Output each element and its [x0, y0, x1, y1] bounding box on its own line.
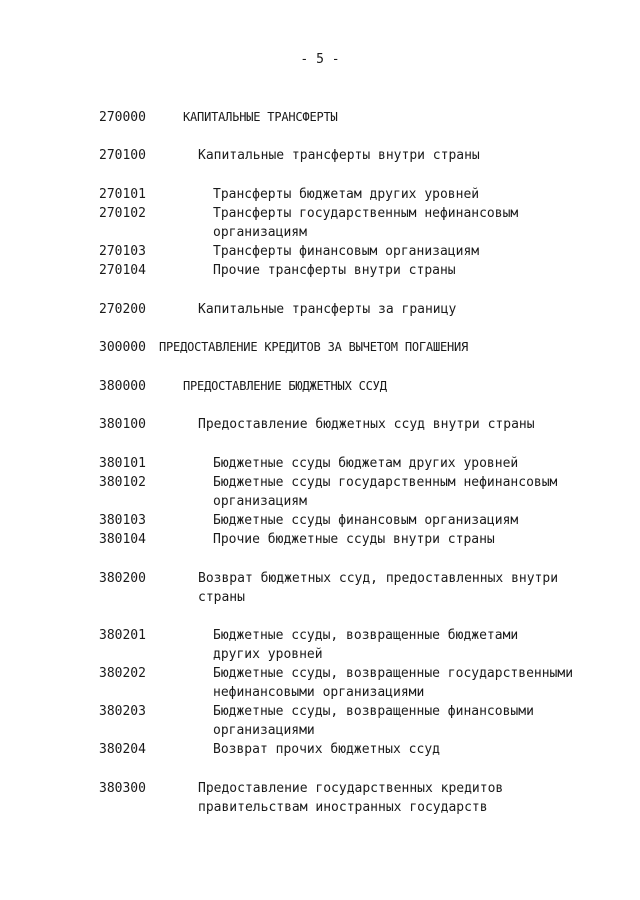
entry-code: 380104	[99, 532, 146, 547]
entry-code: 270000	[99, 110, 146, 125]
entry-code: 380100	[99, 417, 146, 432]
entry-code: 270100	[99, 148, 146, 163]
entry-title: Бюджетные ссуды финансовым организациям	[213, 513, 519, 528]
entry-title: Прочие бюджетные ссуды внутри страны	[213, 532, 495, 547]
entry-title: Трансферты бюджетам других уровней	[213, 187, 480, 202]
entry-title: КАПИТАЛЬНЫЕ ТРАНСФЕРТЫ	[183, 110, 338, 124]
entry-title: Капитальные трансферты внутри страны	[198, 148, 480, 163]
entry-title: Трансферты финансовым организациям	[213, 244, 480, 259]
entry-code: 270200	[99, 302, 146, 317]
entry-title: Бюджетные ссуды государственным нефинансовым организациям	[213, 475, 558, 509]
entry-title: Капитальные трансферты за границу	[198, 302, 457, 317]
entry-title: Предоставление бюджетных ссуд внутри страны	[198, 417, 535, 432]
entry-title: Бюджетные ссуды, возвращенные финансовыми организациями	[213, 704, 534, 738]
entry-title: ПРЕДОСТАВЛЕНИЕ КРЕДИТОВ ЗА ВЫЧЕТОМ ПОГАШЕНИЯ	[159, 340, 469, 354]
entry-code: 380203	[99, 704, 146, 719]
entry-code: 380204	[99, 742, 146, 757]
entry-code: 270101	[99, 187, 146, 202]
entry-title: Прочие трансферты внутри страны	[213, 263, 456, 278]
entry-code: 270103	[99, 244, 146, 259]
entry-title: Предоставление государственных кредитов правительствам иностранных государств	[198, 781, 504, 815]
entry-code: 380202	[99, 666, 146, 681]
entry-title: Бюджетные ссуды, возвращенные государственными нефинансовыми организациями	[213, 666, 574, 700]
entry-title: Трансферты государственным нефинансовым организациям	[213, 206, 519, 240]
entry-code: 300000	[99, 340, 146, 355]
entry-code: 380102	[99, 475, 146, 490]
entry-code: 270104	[99, 263, 146, 278]
entry-code: 380200	[99, 571, 146, 586]
entry-code: 270102	[99, 206, 146, 221]
entry-title: Возврат бюджетных ссуд, предоставленных внутри страны	[198, 571, 559, 605]
entry-code: 380300	[99, 781, 146, 796]
entry-title: Бюджетные ссуды бюджетам других уровней	[213, 456, 519, 471]
page-number: - 5 -	[300, 52, 340, 67]
entry-code: 380103	[99, 513, 146, 528]
entry-code: 380101	[99, 456, 146, 471]
entry-code: 380201	[99, 628, 146, 643]
entry-title: Бюджетные ссуды, возвращенные бюджетами других уровней	[213, 628, 519, 662]
entry-title: Возврат прочих бюджетных ссуд	[213, 742, 440, 757]
entry-code: 380000	[99, 379, 146, 394]
entry-title: ПРЕДОСТАВЛЕНИЕ БЮДЖЕТНЫХ ССУД	[183, 379, 387, 393]
